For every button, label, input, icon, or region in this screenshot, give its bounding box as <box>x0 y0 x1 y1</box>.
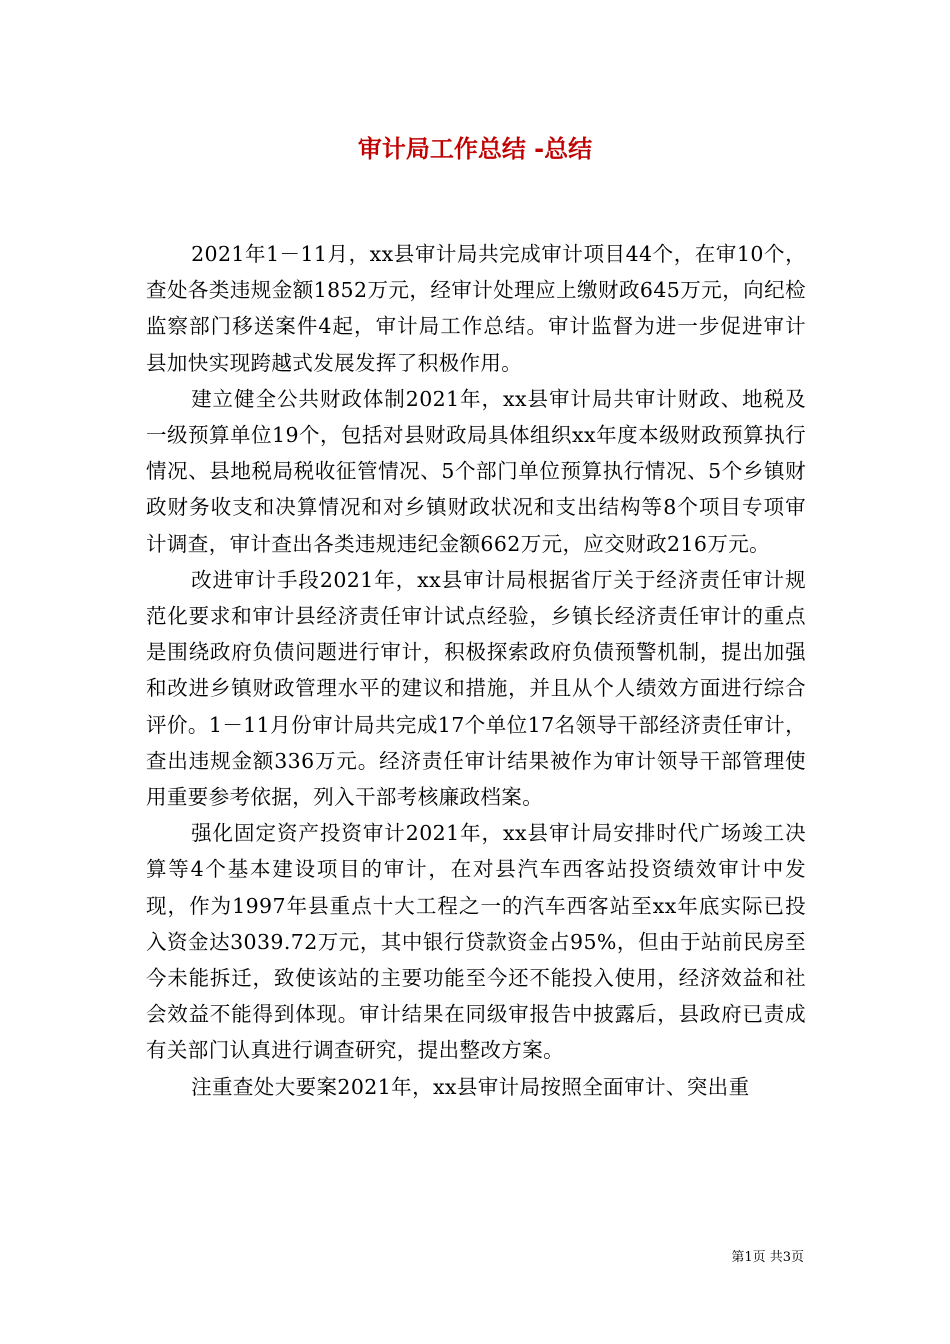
paragraph: 2021年1－11月，xx县审计局共完成审计项目44个，在审10个，查处各类违规金额1852万元，经审计处理应上缴财政645万元，向纪检监察部门移送案件4起，审计局工作总结。审计监督为进一步促进审计县加快实现跨越式发展发挥了积极作用。 <box>146 242 806 375</box>
page-number-footer: 第1页 共3页 <box>731 1250 804 1265</box>
paragraph: 强化固定资产投资审计2021年，xx县审计局安排时代广场竣工决算等4个基本建设项目的审计，在对县汽车西客站投资绩效审计中发现，作为1997年县重点十大工程之一的汽车西客站至xx年底实际已投入资金达3039.72万元，其中银行贷款资金占95%，但由于站前民房至今未能拆迁，致使该站的主要功能至今还不能投入使用，经济效益和社会效益不能得到体现。审计结果在同级审报告中披露后，县政府已责成有关部门认真进行调查研究，提出整改方案。 <box>146 821 806 1063</box>
document-body <box>146 236 806 1105</box>
document-title: 审计局工作总结 -总结 <box>357 135 593 163</box>
paragraph: 建立健全公共财政体制2021年，xx县审计局共审计财政、地税及一级预算单位19个，包括对县财政局具体组织xx年度本级财政预算执行情况、县地税局税收征管情况、5个部门单位预算执行情况、5个乡镇财政财务收支和决算情况和对乡镇财政状况和支出结构等8个项目专项审计调查，审计查出各类违规违纪金额662万元，应交财政216万元。 <box>146 386 806 556</box>
paragraph: 注重查处大要案2021年，xx县审计局按照全面审计、突出重 <box>191 1074 750 1099</box>
paragraph: 改进审计手段2021年，xx县审计局根据省厅关于经济责任审计规范化要求和审计县经济责任审计试点经验，乡镇长经济责任审计的重点是围绕政府负债问题进行审计，积极探索政府负债预警机制，提出加强和改进乡镇财政管理水平的建议和措施，并且从个人绩效方面进行综合评价。1－11月份审计局共完成17个单位17名领导干部经济责任审计，查出违规金额336万元。经济责任审计结果被作为审计领导干部管理使用重要参考依据，列入干部考核廉政档案。 <box>146 567 806 810</box>
